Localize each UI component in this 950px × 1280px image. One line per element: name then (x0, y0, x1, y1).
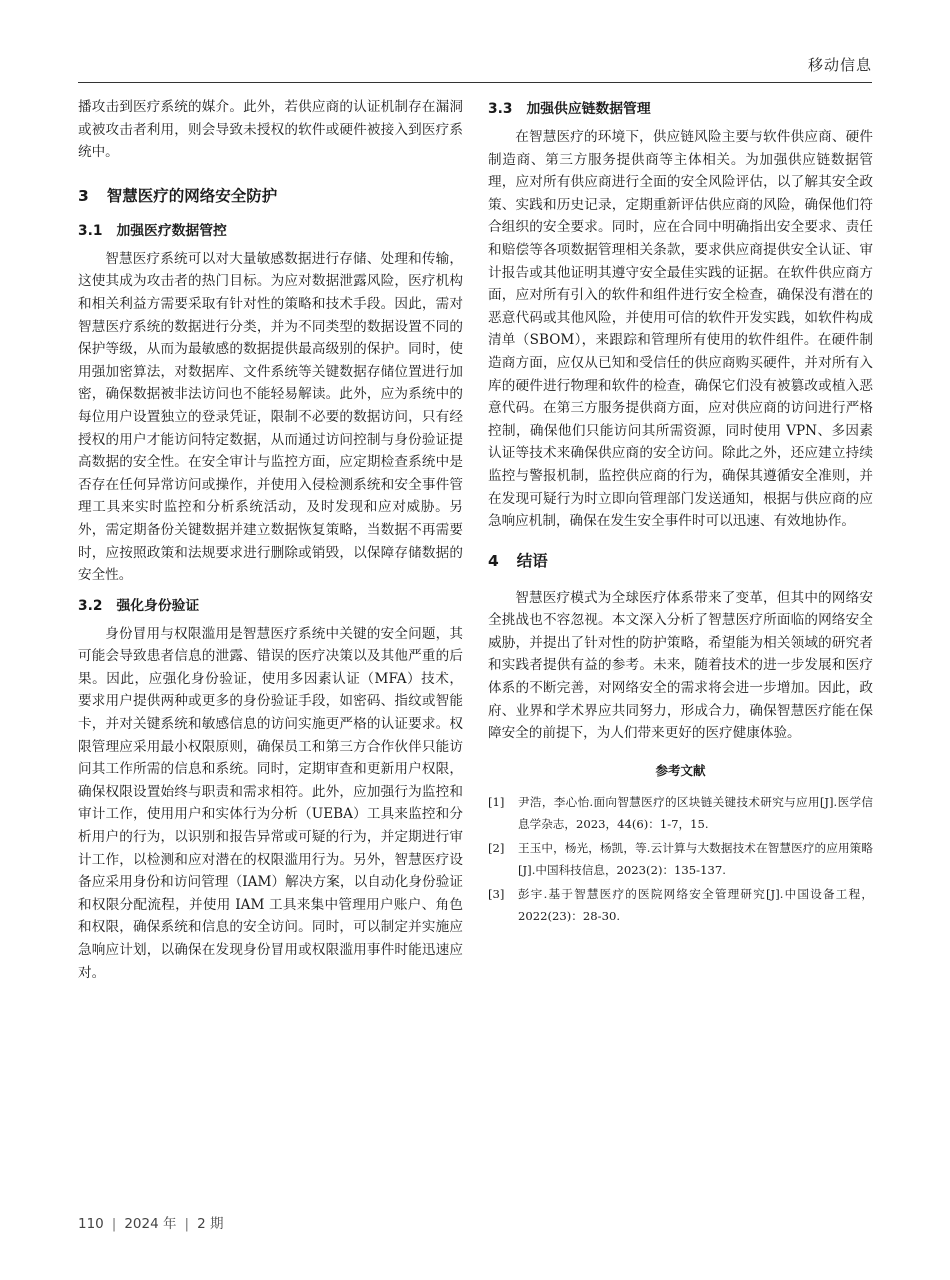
reference-item (488, 883, 873, 927)
section-number: 4 (488, 551, 499, 570)
conclusion-paragraph: 智慧医疗模式为全球医疗体系带来了变革，但其中的网络安全挑战也不容忽视。本文深入分析了智慧医疗所面临的网络安全威胁，并提出了针对性的防护策略，希望能为相关领域的研究者和实践者提供有益的参考。未来，随着技术的进一步发展和医疗体系的不断完善，对网络安全的需求将会进一步增加。因此，政府、业界和学术界应共同努力，形成合力，确保智慧医疗能在保障安全的前提下，为人们带来更好的医疗健康体验。 (488, 589, 873, 742)
section-number: 3 (78, 186, 89, 205)
subsection-3-1-paragraph: 智慧医疗系统可以对大量敏感数据进行存储、处理和传输，这使其成为攻击者的热门目标。为应对数据泄露风险，医疗机构和相关利益方需要采取有针对性的策略和技术手段。因此，需对智慧医疗系统的数据进行分类，并为不同类型的数据设置不同的保护等级，从而为最敏感的数据提供最高级别的保护。同时，使用强加密算法，对数据库、文件系统等关键数据存储位置进行加密，确保数据被非法访问也不能轻易解读。此外，应为系统中的每位用户设置独立的登录凭证，限制不必要的数据访问，只有经授权的用户才能访问特定数据，从而通过访问控制与身份验证提高数据的安全性。在安全审计与监控方面，应定期检查系统中是否存在任何异常访问或操作，并使用入侵检测系统和安全事件管理工具来实时监控和分析系统活动，及时发现和应对威胁。另外，需定期备份关键数据并建立数据恢复策略，当数据不再需要时，应按照政策和法规要求进行删除或销毁，以保障存储数据的安全性。 (78, 250, 463, 584)
header-divider (78, 82, 872, 83)
right-column (488, 96, 873, 929)
subsection-3-1-heading (78, 220, 463, 242)
reference-text: 尹浩，李心怡.面向智慧医疗的区块链关键技术研究与应用[J].医学信息学杂志，2023，44(6)：1-7，15. (518, 794, 873, 831)
subsection-title: 加强医疗数据管控 (116, 222, 227, 239)
subsection-title: 强化身份验证 (116, 597, 200, 614)
reference-text: 王玉中，杨光，杨凯，等.云计算与大数据技术在智慧医疗的应用策略[J].中国科技信息，2023(2)：135-137. (518, 840, 873, 877)
footer-issue: 2 期 (197, 1216, 224, 1232)
journal-name: 移动信息 (807, 56, 872, 74)
references-heading: 参考文献 (655, 762, 706, 778)
subsection-number: 3.2 (78, 597, 103, 614)
subsection-3-3-paragraph: 在智慧医疗的环境下，供应链风险主要与软件供应商、硬件制造商、第三方服务提供商等主体相关。为加强供应链数据管理，应对所有供应商进行全面的安全风险评估，以了解其安全政策、实践和历史记录，定期重新评估供应商的风险，确保他们符合组织的安全要求。同时，应在合同中明确指出安全要求、责任和赔偿等各项数据管理相关条款，要求供应商提供安全认证、审计报告或其他证明其遵守安全最佳实践的证据。在软件供应商方面，应对所有引入的软件和组件进行安全检查，确保没有潜在的恶意代码或其他风险，并使用可信的软件开发实践，如软件构成清单（SBOM），来跟踪和管理所有使用的软件组件。在硬件制造商方面，应仅从已知和受信任的供应商购买硬件，并对所有入库的硬件进行物理和软件的检查，确保它们没有被篡改或植入恶意代码。在第三方服务提供商方面，应对供应商的访问进行严格控制，确保他们只能访问其所需资源，同时使用 VPN、多因素认证等技术来确保供应商的安全访问。除此之外，还应建立持续监控与警报机制，监控供应商的行为，确保其遵循安全准则，并在发现可疑行为时立即向管理部门发送通知，根据与供应商的应急响应机制，确保在发生安全事件时可以迅速、有效地协作。 (488, 129, 873, 530)
page-footer (78, 1212, 223, 1232)
subsection-3-3-heading (488, 98, 873, 120)
reference-number: [3] (488, 886, 505, 901)
subsection-3-2-heading (78, 595, 463, 617)
subsection-number: 3.1 (78, 222, 103, 239)
reference-number: [2] (488, 840, 505, 855)
subsection-title: 加强供应链数据管理 (526, 101, 651, 117)
reference-text: 彭宇.基于智慧医疗的医院网络安全管理研究[J].中国设备工程，2022(23)：28-30. (518, 886, 873, 923)
reference-item (488, 837, 873, 881)
footer-year: 2024 年 (124, 1216, 177, 1232)
references-list (488, 791, 873, 927)
left-column (78, 96, 463, 984)
reference-number: [1] (488, 794, 505, 809)
footer-separator: | (111, 1216, 117, 1232)
section-title: 智慧医疗的网络安全防护 (106, 186, 278, 205)
section-4-heading (488, 549, 873, 573)
intro-paragraph: 播攻击到医疗系统的媒介。此外，若供应商的认证机制存在漏洞或被攻击者利用，则会导致未授权的软件或硬件被接入到医疗系统中。 (78, 99, 463, 161)
subsection-number: 3.3 (488, 101, 513, 117)
subsection-3-2-paragraph: 身份冒用与权限滥用是智慧医疗系统中关键的安全问题，其可能会导致患者信息的泄露、错误的医疗决策以及其他严重的后果。因此，应强化身份验证，使用多因素认证（MFA）技术，要求用户提供两种或更多的身份验证手段，如密码、指纹或智能卡，并对关键系统和敏感信息的访问实施更严格的认证要求。权限管理应采用最小权限原则，确保员工和第三方合作伙伴只能访问其工作所需的信息和系统。同时，定期审查和更新用户权限，确保权限设置始终与职责和需求相符。此外，应加强行为监控和审计工作，使用用户和实体行为分析（UEBA）工具来监控和分析用户的行为，以识别和报告异常或可疑的行为，并定期进行审计工作，以检测和应对潜在的权限滥用行为。另外，智慧医疗设备应采用身份和访问管理（IAM）解决方案，以自动化身份验证和权限分配流程，并使用 IAM 工具来集中管理用户账户、角色和权限，确保系统和信息的安全访问。同时，可以制定并实施应急响应计划，以确保在发现身份冒用或权限滥用事件时能迅速应对。 (78, 625, 463, 981)
section-3-heading (78, 184, 463, 208)
footer-separator: | (184, 1216, 190, 1232)
page-number: 110 (78, 1216, 104, 1232)
reference-item (488, 791, 873, 835)
section-title: 结语 (516, 551, 548, 570)
